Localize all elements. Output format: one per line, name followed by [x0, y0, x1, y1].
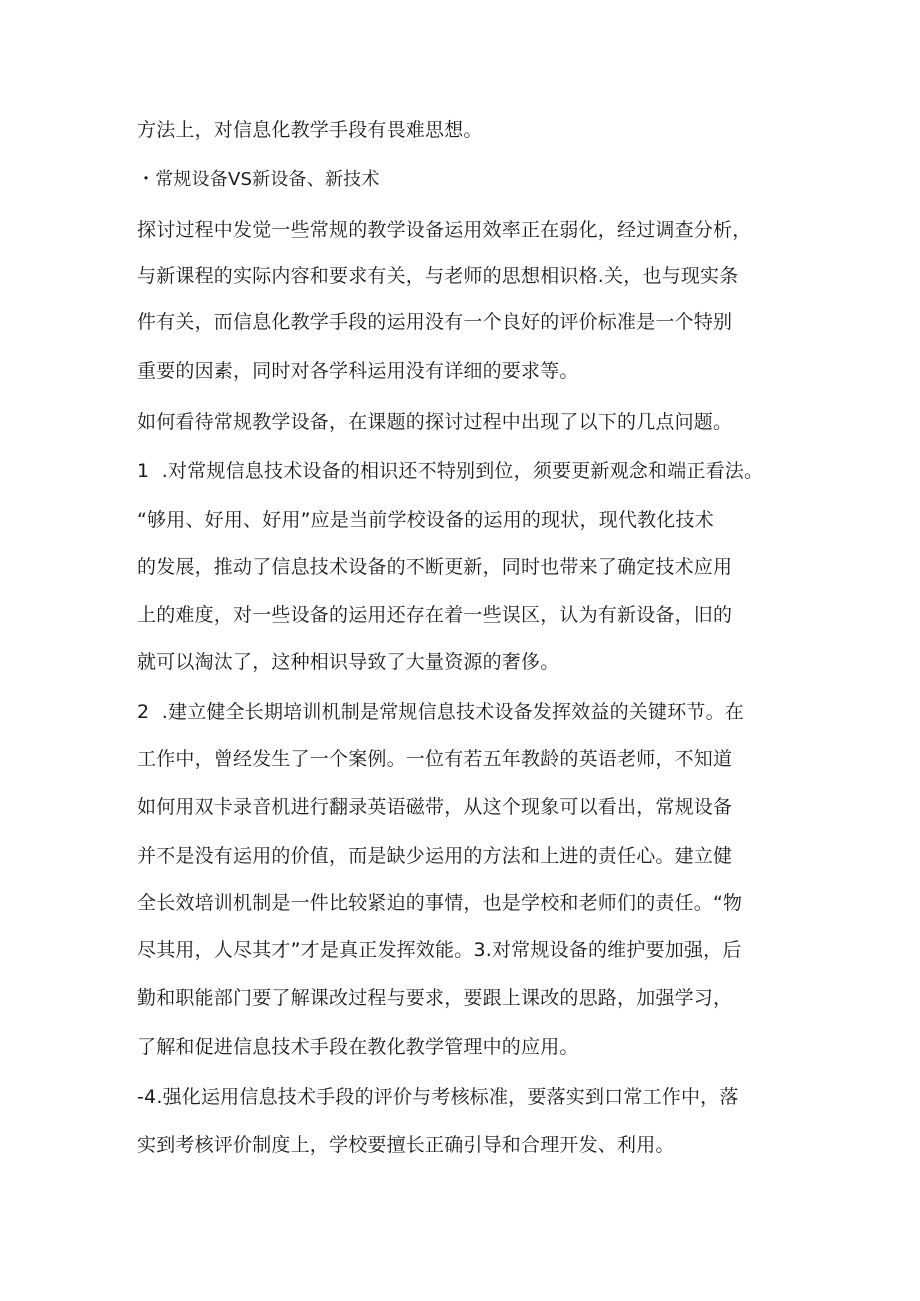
- text-line: 1 .对常规信息技术设备的相识还不特别到位，须要更新观念和端正看法。: [137, 460, 764, 482]
- text-line: 件有关，而信息化教学手段的运用没有一个良好的评价标准是一个特别: [137, 311, 733, 333]
- section-heading: ・常规设备VS新设备、新技术: [137, 169, 380, 190]
- text-line: 工作中，曾经发生了一个案例。一位有若五年教龄的英语老师，不知道: [137, 748, 733, 770]
- text-line: 尽其用，人尽其才”才是真正发挥效能。3.对常规设备的维护要加强，后: [137, 939, 742, 961]
- text-line: 实到考核评价制度上，学校要擅长正确引导和合理开发、利用。: [137, 1134, 675, 1156]
- text-line: 如何用双卡录音机进行翻录英语磁带，从这个现象可以看出，常规设备: [137, 796, 733, 818]
- text-line: 全长效培训机制是一件比较紧迫的事情，也是学校和老师们的责任。“物: [137, 892, 743, 914]
- text-line: 与新课程的实际内容和要求有关，与老师的思想相识格.关，也与现实条: [137, 265, 739, 287]
- text-line: “够用、好用、好用”应是当前学校设备的运用的现状，现代教化技术: [137, 509, 714, 531]
- text-line: 上的难度，对一些设备的运用还存在着一些误区，认为有新设备，旧的: [137, 604, 733, 626]
- text-line: 如何看待常规教学设备，在课题的探讨过程中出现了以下的几点问题。: [137, 411, 733, 433]
- text-line: 探讨过程中发觉一些常规的教学设备运用效率正在弱化，经过调查分析，: [137, 219, 752, 241]
- text-line: 了解和促进信息技术手段在教化教学管理中的应用。: [137, 1036, 579, 1058]
- text-line: 勤和职能部门要了解课改过程与要求，要跟上课改的思路，加强学习，: [137, 987, 733, 1009]
- text-line: 的发展，推动了信息技术设备的不断更新，同时也带来了确定技术应用: [137, 556, 733, 578]
- text-line: 重要的因素，同时对各学科运用没有详细的要求等。: [137, 360, 579, 382]
- text-line: 就可以淘汰了，这种相识导致了大量资源的奢侈。: [137, 651, 560, 673]
- text-line: 并不是没有运用的价值，而是缺少运用的方法和上进的责任心。建立健: [137, 845, 733, 867]
- text-line: 2 .建立健全长期培训机制是常规信息技术设备发挥效益的关键环节。在: [137, 701, 745, 723]
- text-line: 方法上，对信息化教学手段有畏难思想。: [137, 119, 483, 141]
- text-line: -4.强化运用信息技术手段的评价与考核标准，要落实到口常工作中，落: [137, 1086, 739, 1108]
